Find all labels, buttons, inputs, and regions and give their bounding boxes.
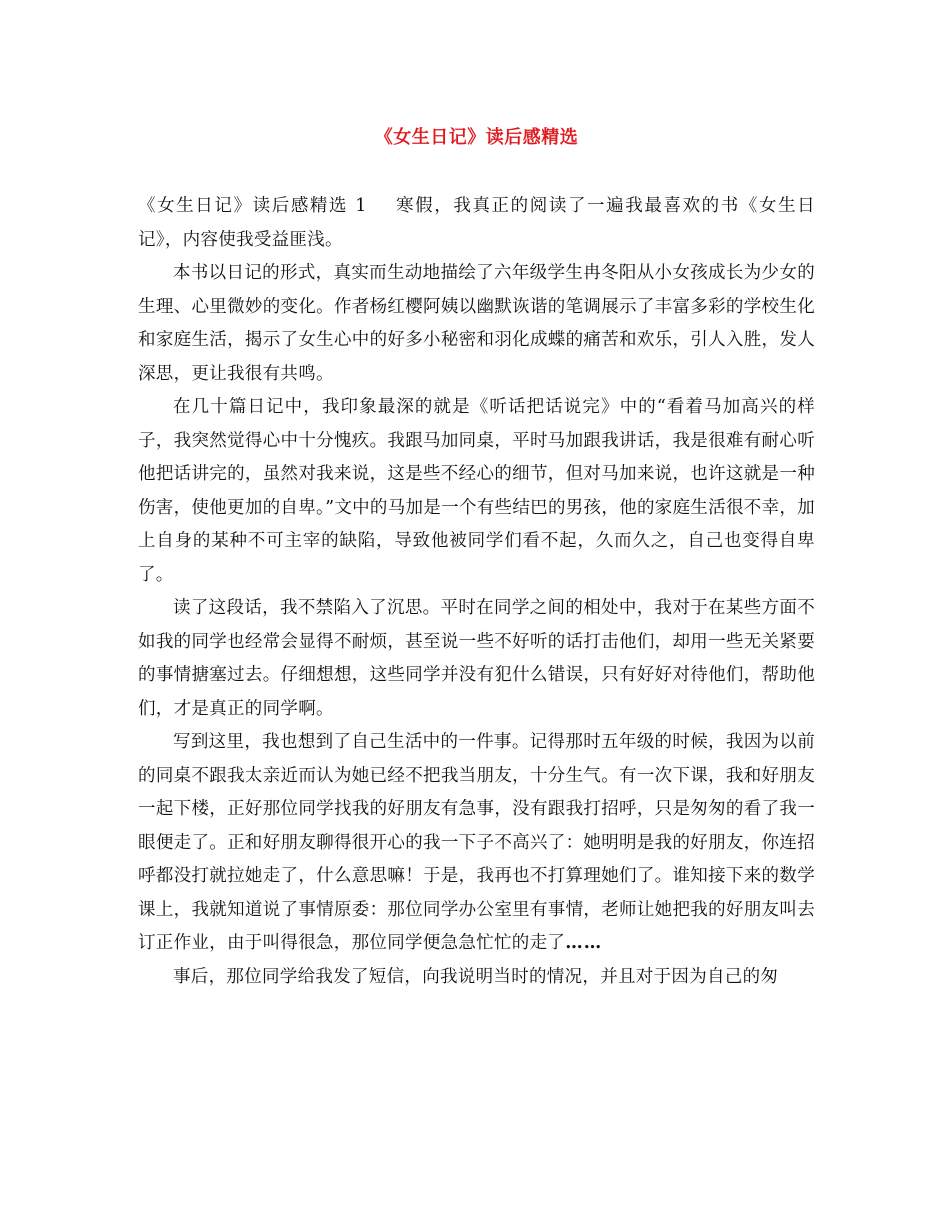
paragraph-3: 在几十篇日记中，我印象最深的就是《听话把话说完》中的“看着马加高兴的样子，我突然觉得心中十分愧疚。我跟马加同桌，平时马加跟我讲话，我是很难有耐心听他把话讲完的，虽然对我来说，这是些不经心的细节，但对马加来说，也许这就是一种伤害，使他更加的自卑。”文中的马加是一个有些结巴的男孩，他的家庭生活很不幸，加上自身的某种不可主宰的缺陷，导致他被同学们看不起，久而久之，自己也变得自卑了。 (138, 397, 815, 585)
ellipsis: …… (565, 933, 603, 953)
paragraph-1 (138, 190, 815, 257)
paragraph-6: 事后，那位同学给我发了短信，向我说明当时的情况，并且对于因为自己的匆 (173, 966, 779, 987)
section-heading: 《女生日记》读后感精选 1 (138, 196, 367, 216)
paragraph-5-text: 写到这里，我也想到了自己生活中的一件事。记得那时五年级的时候，我因为以前的同桌不跟我太亲近而认为她已经不把我当朋友，十分生气。有一次下课，我和好朋友一起下楼，正好那位同学找我的好朋友有急事，没有跟我打招呼，只是匆匆的看了我一眼便走了。正和好朋友聊得很开心的我一下子不高兴了：她明明是我的好朋友，你连招呼都没打就拉她走了，什么意思嘛！于是，我再也不打算理她们了。谁知接下来的数学课上，我就知道说了事情原委：那位同学办公室里有事情，老师让她把我的好朋友叫去订正作业，由于叫得很急，那位同学便急急忙忙的走了 (138, 732, 815, 953)
paragraph-1-text: 寒假，我真正的阅读了一遍我最喜欢的书《女生日记》，内容使我受益匪浅。 (138, 196, 815, 250)
paragraph-5 (138, 726, 815, 961)
paragraph-2: 本书以日记的形式，真实而生动地描绘了六年级学生冉冬阳从小女孩成长为少女的生理、心里微妙的变化。作者杨红樱阿姨以幽默诙谐的笔调展示了丰富多彩的学校生化和家庭生活，揭示了女生心中的好多小秘密和羽化成蝶的痛苦和欢乐，引人入胜，发人深思，更让我很有共鸣。 (138, 263, 815, 384)
document-title: 《女生日记》读后感精选 (374, 127, 579, 148)
paragraph-4: 读了这段话，我不禁陷入了沉思。平时在同学之间的相处中，我对于在某些方面不如我的同学也经常会显得不耐烦，甚至说一些不好听的话打击他们，却用一些无关紧要的事情搪塞过去。仔细想想，这些同学并没有犯什么错误，只有好好对待他们，帮助他们，才是真正的同学啊。 (138, 598, 815, 719)
document-body (138, 190, 815, 994)
